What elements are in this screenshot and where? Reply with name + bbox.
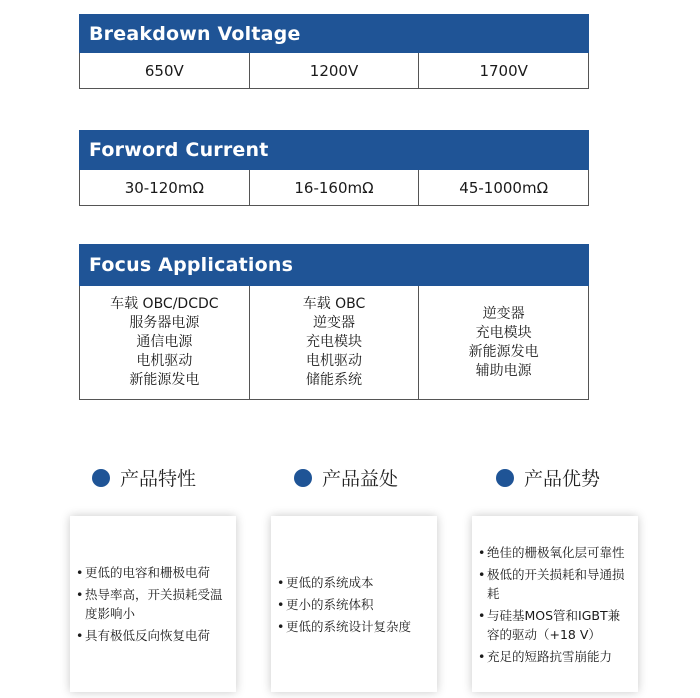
breakdown-voltage-table [79, 14, 589, 89]
focus-applications-table [79, 244, 589, 400]
feature-item: • 具有极低反向恢复电荷 [76, 626, 230, 645]
application-item: 车载 OBC/DCDC [110, 296, 219, 312]
application-item: 储能系统 [306, 372, 362, 388]
section-title-text: 产品特性 [120, 468, 197, 490]
advantage-item: • 绝佳的栅极氧化层可靠性 [478, 543, 632, 562]
resistance-cell: 30-120mΩ [124, 178, 204, 197]
application-item: 充电模块 [306, 334, 362, 350]
voltage-cell: 650V [144, 61, 184, 80]
application-item: 新能源发电 [129, 372, 200, 388]
application-item: 服务器电源 [129, 315, 200, 331]
voltage-cell: 1200V [249, 53, 419, 88]
section-title-benefits [294, 464, 398, 491]
forward-current-header: Forword Current [79, 130, 589, 170]
application-item: 充电模块 [475, 324, 532, 341]
advantage-item: • 极低的开关损耗和导通损耗 [478, 565, 632, 603]
feature-item: • 热导率高，开关损耗受温度影响小 [76, 585, 230, 623]
features-card [70, 516, 236, 692]
application-column [418, 286, 588, 399]
advantages-card [472, 516, 638, 692]
forward-current-row [79, 170, 589, 206]
application-item: 辅助电源 [475, 362, 532, 379]
section-title-features [92, 464, 196, 491]
application-column [80, 286, 249, 399]
advantage-item: • 充足的短路抗雪崩能力 [478, 647, 632, 666]
application-item: 电机驱动 [306, 353, 362, 369]
feature-item: • 更低的电容和栅极电荷 [76, 563, 230, 582]
benefit-item: • 更低的系统成本 [277, 573, 431, 592]
resistance-cell: 16-160mΩ [249, 170, 419, 205]
section-title-text: 产品益处 [322, 468, 399, 490]
breakdown-voltage-row [79, 53, 589, 89]
bullet-dot-icon [92, 469, 110, 487]
voltage-cell: 1700V [418, 53, 588, 88]
benefits-card [271, 516, 437, 692]
bullet-dot-icon [294, 469, 312, 487]
advantage-item: • 与硅基MOS管和IGBT兼容的驱动（+18 V） [478, 606, 632, 644]
benefit-item: • 更小的系统体积 [277, 595, 431, 614]
application-column [249, 286, 419, 399]
application-item: 逆变器 [482, 305, 525, 322]
focus-applications-header: Focus Applications [79, 244, 589, 286]
application-item: 车载 OBC [302, 296, 366, 312]
breakdown-voltage-header: Breakdown Voltage [79, 14, 589, 53]
application-item: 通信电源 [136, 334, 193, 350]
benefit-item: • 更低的系统设计复杂度 [277, 617, 431, 636]
bullet-dot-icon [496, 469, 514, 487]
application-item: 新能源发电 [468, 343, 539, 360]
resistance-cell: 45-1000mΩ [418, 170, 588, 205]
forward-current-table [79, 130, 589, 206]
focus-applications-row [79, 286, 589, 400]
section-title-text: 产品优势 [524, 468, 601, 490]
application-item: 逆变器 [313, 315, 355, 331]
application-item: 电机驱动 [136, 353, 193, 369]
section-title-advantages [496, 464, 600, 491]
